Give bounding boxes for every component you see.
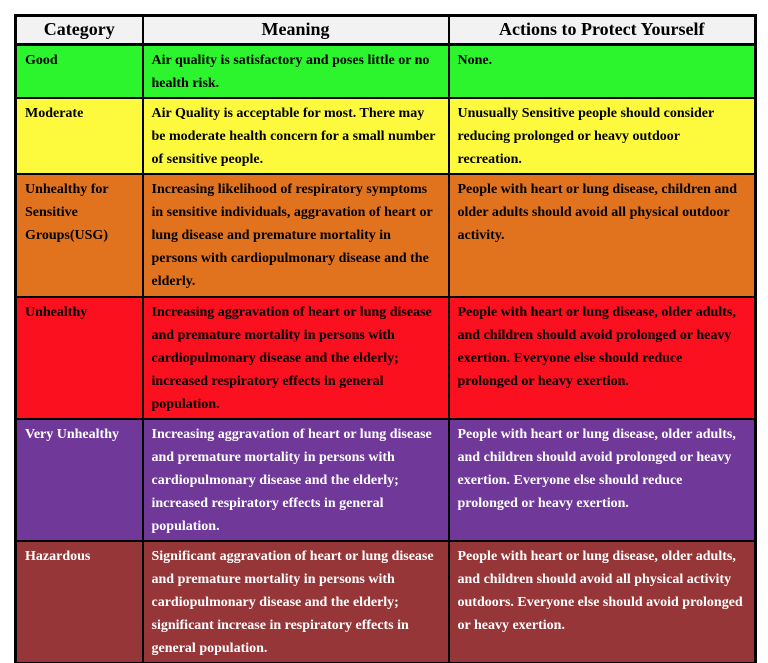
table-row-very-unhealthy xyxy=(16,419,756,541)
category-cell: Unhealthy for Sensitive Groups(USG) xyxy=(16,174,143,297)
table-row-unhealthy xyxy=(16,297,756,419)
meaning-cell: Air Quality is acceptable for most. There may be moderate health concern for a small number of sensitive people. xyxy=(143,98,449,174)
column-header-category: Category xyxy=(16,16,143,45)
meaning-cell: Increasing aggravation of heart or lung disease and premature mortality in persons with cardiopulmonary disease and the elderly; increased respiratory effects in general population. xyxy=(143,297,449,419)
actions-cell: People with heart or lung disease, children and older adults should avoid all physical outdoor activity. xyxy=(449,174,756,297)
aqi-table xyxy=(14,14,757,663)
aqi-table-container xyxy=(14,14,757,663)
actions-cell: People with heart or lung disease, older adults, and children should avoid prolonged or heavy exertion. Everyone else should reduce prolonged or heavy exertion. xyxy=(449,297,756,419)
table-header-row xyxy=(16,16,756,45)
actions-cell: People with heart or lung disease, older adults, and children should avoid all physical activity outdoors. Everyone else should avoid prolonged or heavy exertion. xyxy=(449,541,756,663)
column-header-meaning: Meaning xyxy=(143,16,449,45)
meaning-cell: Significant aggravation of heart or lung disease and premature mortality in persons with cardiopulmonary disease and the elderly; significant increase in respiratory effects in general population. xyxy=(143,541,449,663)
meaning-cell: Increasing aggravation of heart or lung disease and premature mortality in persons with cardiopulmonary disease and the elderly; increased respiratory effects in general population. xyxy=(143,419,449,541)
actions-cell: None. xyxy=(449,45,756,99)
category-cell: Unhealthy xyxy=(16,297,143,419)
category-cell: Hazardous xyxy=(16,541,143,663)
table-row-good xyxy=(16,45,756,99)
actions-cell: People with heart or lung disease, older adults, and children should avoid prolonged or heavy exertion. Everyone else should reduce prolonged or heavy exertion. xyxy=(449,419,756,541)
category-cell: Moderate xyxy=(16,98,143,174)
meaning-cell: Increasing likelihood of respiratory symptoms in sensitive individuals, aggravation of heart or lung disease and premature mortality in persons with cardiopulmonary disease and the elderly. xyxy=(143,174,449,297)
table-row-unhealthy-sensitive-groups xyxy=(16,174,756,297)
column-header-actions: Actions to Protect Yourself xyxy=(449,16,756,45)
meaning-cell: Air quality is satisfactory and poses little or no health risk. xyxy=(143,45,449,99)
category-cell: Good xyxy=(16,45,143,99)
table-row-moderate xyxy=(16,98,756,174)
actions-cell: Unusually Sensitive people should consider reducing prolonged or heavy outdoor recreation. xyxy=(449,98,756,174)
table-row-hazardous xyxy=(16,541,756,663)
category-cell: Very Unhealthy xyxy=(16,419,143,541)
